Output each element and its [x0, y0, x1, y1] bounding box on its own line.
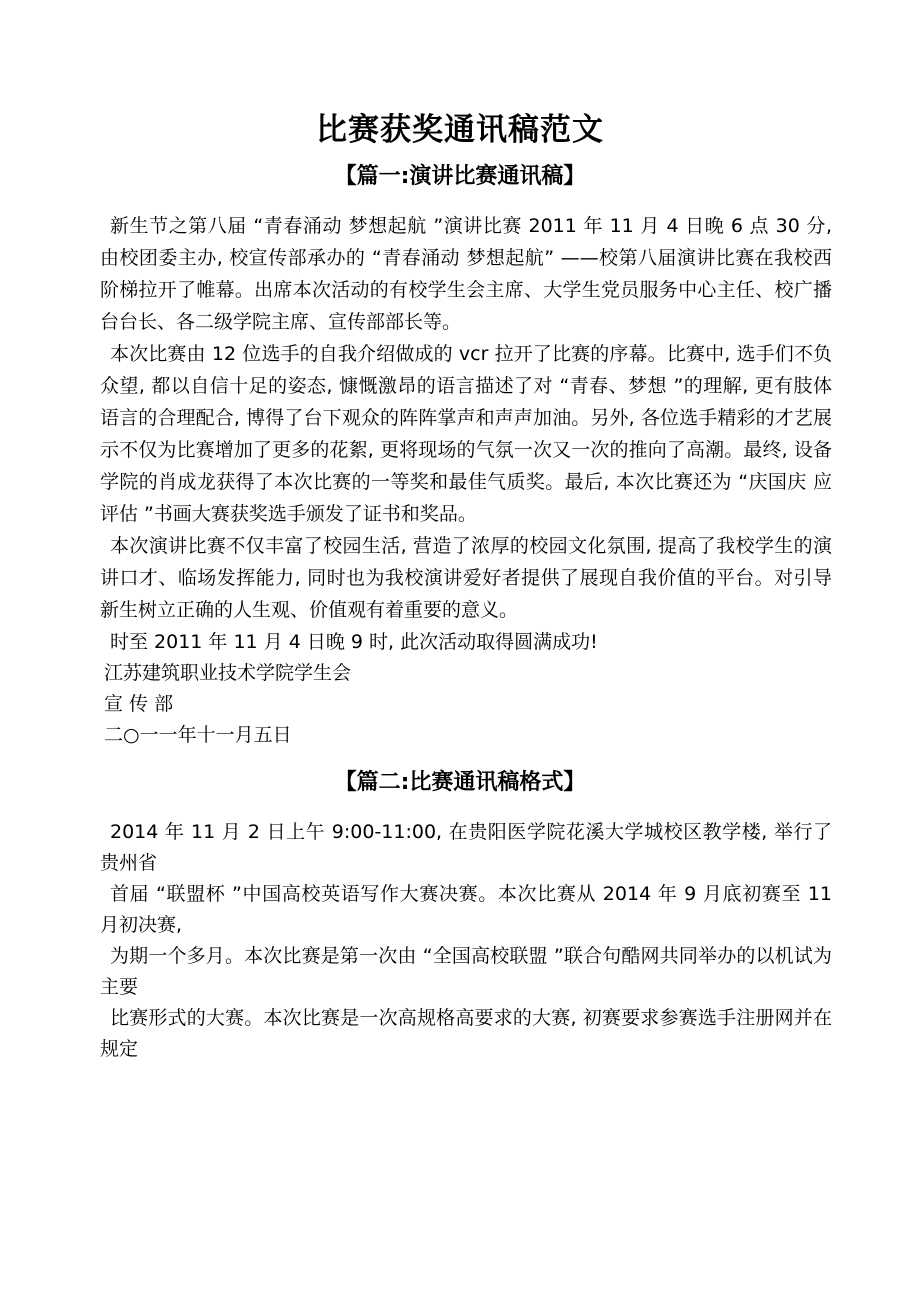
signature-line: 二○一一年十一月五日 [104, 723, 292, 746]
section-two-body [0, 803, 920, 1065]
page-title: 比赛获奖通讯稿范文 [316, 112, 604, 148]
section-one-body [0, 192, 920, 751]
paragraph: 2014 年 11 月 2 日上午 9:00-11:00, 在贵阳医学院花溪大学城校区教学楼, 举行了贵州省 [100, 821, 832, 875]
paragraph: 时至 2011 年 11 月 4 日晚 9 时, 此次活动取得圆满成功! [110, 630, 598, 653]
section-heading-one: 【篇一:演讲比赛通讯稿】 [334, 164, 586, 190]
signature-line: 江苏建筑职业技术学院学生会 [104, 661, 352, 684]
paragraph: 为期一个多月。本次比赛是第一次由 “全国高校联盟 ”联合句酷网共同举办的以机试为主要 [100, 945, 832, 999]
section-heading-two: 【篇二:比赛通讯稿格式】 [334, 769, 586, 795]
paragraph: 本次比赛由 12 位选手的自我介绍做成的 vcr 拉开了比赛的序幕。比赛中, 选手们不负众望, 都以自信十足的姿态, 慷慨激昂的语言描述了对 “青春、梦想 ”的理解, 更有肢体语言的合理配合, 博得了台下观众的阵阵掌声和声声加油。另外, 各位选手精彩的才艺展示不仅为比赛增加了更多的花絮, 更将现场的气氛一次又一次的推向了高潮。最终, 设备学院的肖成龙获得了本次比赛的一等奖和最佳气质奖。最后, 本次比赛还为 “庆国庆 应评估 ”书画大赛获奖选手颁发了证书和奖品。 [100, 342, 832, 525]
signature-line: 宣 传 部 [104, 692, 174, 715]
paragraph: 本次演讲比赛不仅丰富了校园生活, 营造了浓厚的校园文化氛围, 提高了我校学生的演讲口才、临场发挥能力, 同时也为我校演讲爱好者提供了展现自我价值的平台。对引导新生树立正确的人生观、价值观有着重要的意义。 [100, 534, 832, 621]
paragraph: 比赛形式的大赛。本次比赛是一次高规格高要求的大赛, 初赛要求参赛选手注册网并在规定 [100, 1007, 832, 1061]
paragraph: 新生节之第八届 “青春涌动 梦想起航 ”演讲比赛 2011 年 11 月 4 日晚 6 点 30 分, 由校团委主办, 校宣传部承办的 “青春涌动 梦想起航” ——校第八届演讲比赛在我校西阶梯拉开了帷幕。出席本次活动的有校学生会主席、大学生党员服务中心主任、校广播台台长、各二级学院主席、宣传部部长等。 [100, 214, 832, 333]
paragraph: 首届 “联盟杯 ”中国高校英语写作大赛决赛。本次比赛从 2014 年 9 月底初赛至 11 月初决赛, [100, 883, 832, 937]
